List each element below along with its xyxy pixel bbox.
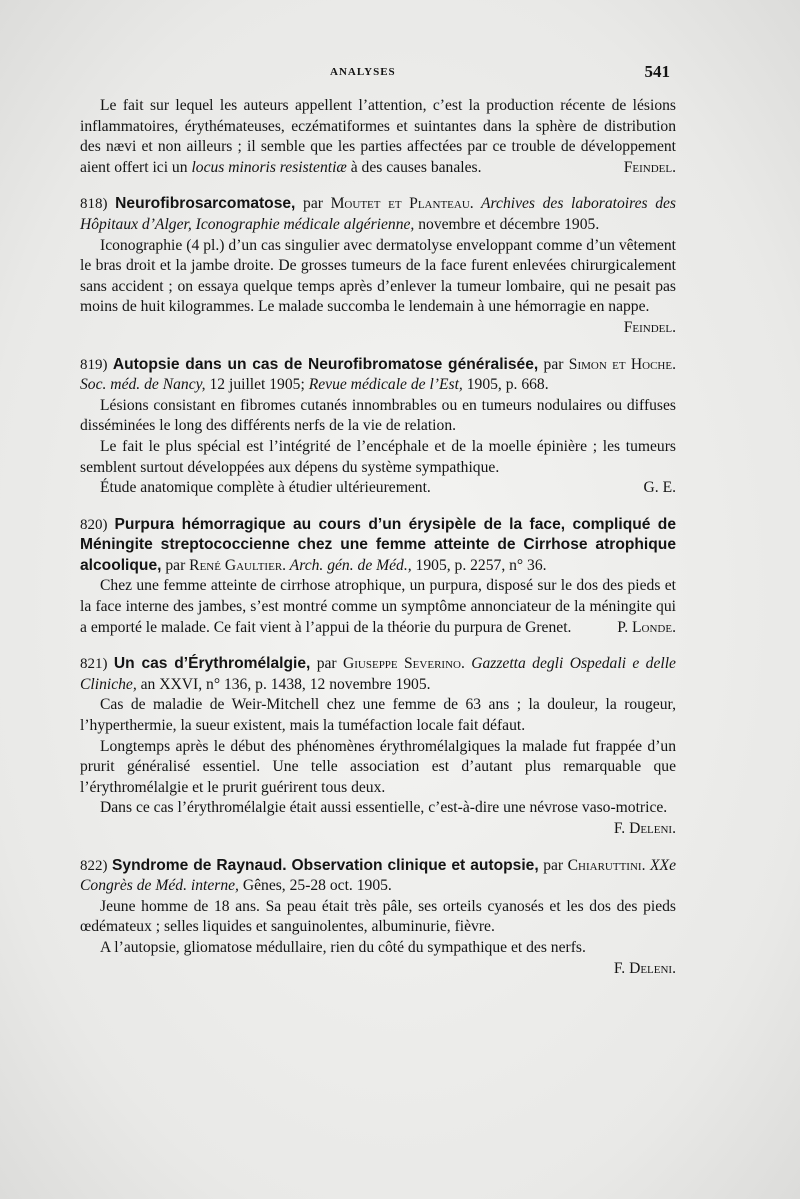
signature: Feindel. — [623, 158, 676, 176]
article-journal: Archives des laboratoires des Hôpitaux d’Alger, Iconographie médicale algérienne, — [80, 195, 676, 233]
article-number: 822) — [80, 857, 108, 874]
article-authors: René Gaultier. — [189, 556, 287, 574]
article-title: Syndrome de Raynaud. Observation clinique et autopsie, — [112, 856, 539, 874]
running-title: ANALYSES — [330, 66, 396, 78]
article-paragraph: Dans ce cas l’érythromélalgie était aussi essentielle, c’est-à-dire une névrose vaso-motrice. F. Deleni. — [80, 798, 676, 839]
signature: F. Deleni. — [613, 959, 676, 977]
article-authors: Chiaruttini. — [567, 856, 646, 874]
article-title: Un cas d’Érythromélalgie, — [113, 655, 311, 673]
article-paragraph: Chez une femme atteinte de cirrhose atrophique, un purpura, disposé sur le dos des pieds et la face interne des jambes, s’est montré comme un symptôme annonciateur de la méningite qui a emporté le malade. Ce fait vient à l’appui de la théorie du purpura de Grenet. P. Londe. — [80, 576, 676, 638]
article-820 — [80, 515, 676, 639]
article-journal: XXe Congrès de Méd. interne, — [80, 856, 676, 895]
signature-line — [80, 959, 676, 980]
article-journal: Arch. gén. de Méd., — [286, 556, 412, 574]
article-number: 821) — [80, 656, 108, 673]
article-authors: Giuseppe Severino. — [342, 655, 465, 673]
article-journal: Soc. méd. de Nancy, — [80, 376, 206, 394]
article-authors: Simon et Hoche. — [568, 355, 676, 373]
page-header — [0, 62, 800, 86]
page-content — [80, 96, 676, 979]
article-title: Neurofibrosarcomatose, — [115, 195, 296, 213]
article-journal-2: Revue médicale de l’Est, — [304, 376, 463, 394]
article-paragraph: Lésions consistant en fibromes cutanés innombrables ou en tumeurs nodulaires ou diffuses disséminées le long des différents nerfs de la vie de relation. — [80, 396, 676, 435]
article-number: 820) — [80, 516, 108, 533]
article-heading: 822) Syndrome de Raynaud. Observation clinique et autopsie, par Chiaruttini. XXe Congrès de Méd. interne, Gênes, 25-28 oct. 1905. — [80, 856, 676, 895]
article-818 — [80, 194, 676, 338]
signature: G. E. — [643, 479, 676, 497]
article-heading: 819) Autopsie dans un cas de Neurofibromatose généralisée, par Simon et Hoche. Soc. méd. de Nancy, 12 juillet 1905; Revue médicale de l’Est, 1905, p. 668. — [80, 355, 676, 394]
signature: F. Deleni. — [613, 820, 676, 837]
article-paragraph: Cas de maladie de Weir-Mitchell chez une femme de 63 ans ; la douleur, la rougeur, l’hyperthermie, la sueur existent, mais la tuméfaction locale fait défaut. — [80, 696, 676, 735]
article-heading: 818) Neurofibrosarcomatose, par Moutet et Planteau. Archives des laboratoires des Hôpitaux d’Alger, Iconographie médicale algérienne, novembre et décembre 1905. — [80, 195, 676, 233]
article-number: 818) — [80, 196, 108, 213]
article-heading: 821) Un cas d’Érythromélalgie, par Giuseppe Severino. Gazzetta degli Ospedali e delle Cliniche, an XXVI, n° 136, p. 1438, 12 novembre 1905. — [80, 655, 676, 693]
article-paragraph: Iconographie (4 pl.) d’un cas singulier avec dermatolyse enveloppant comme d’un vêtement le bras droit et la jambe droite. De grosses tumeurs de la face furent enlevées chirurgicalement sans accident ; on essaya quelque temps après d’enlever la tumeur lombaire, qui ne pesait pas moins de huit kilogrammes. Le malade succomba le lendemain à une hémorragie en nappe. Feindel. — [80, 236, 676, 339]
article-title: Autopsie dans un cas de Neurofibromatose généralisée, — [112, 355, 539, 373]
article-paragraph: Longtemps après le début des phénomènes érythromélalgiques la malade fut frappée d’un prurit généralisé essentiel. Une telle association est d’autant plus remarquable que l’érythromélalgie et le prurit guérirent tous deux. — [80, 737, 676, 796]
article-title: Purpura hémorragique au cours d’un érysipèle de la face, compliqué de Méningite streptococcienne chez une femme atteinte de Cirrhose atrophique alcoolique, — [80, 515, 676, 574]
article-heading: 820) Purpura hémorragique au cours d’un érysipèle de la face, compliqué de Méningite streptococcienne chez une femme atteinte de Cirrhose atrophique alcoolique, par René Gaultier. Arch. gén. de Méd., 1905, p. 2257, n° 36. — [80, 515, 676, 574]
article-822 — [80, 856, 676, 980]
article-journal: Gazzetta degli Ospedali e delle Cliniche, — [80, 655, 676, 693]
article-paragraph: A l’autopsie, gliomatose médullaire, rien du côté du sympathique et des nerfs. — [100, 938, 586, 956]
article-819 — [80, 355, 676, 499]
article-paragraph: Jeune homme de 18 ans. Sa peau était très pâle, ses orteils cyanosés et les dos des pieds œdémateux ; selles liquides et sanguinolentes, albuminurie, fièvre. — [80, 897, 676, 936]
intro-paragraph: Le fait sur lequel les auteurs appellent l’attention, c’est la production récente de lésions inflammatoires, érythémateuses, eczématiformes et suintantes dans la sphère de distribution des nævi et non ailleurs ; il semble que les parties affectées par ce trouble de développement aient offert ici un locus minoris resistentiæ à des causes banales. Feindel. — [80, 96, 676, 178]
article-authors: Moutet et Planteau. — [330, 195, 474, 213]
page-number: 541 — [644, 62, 670, 81]
intro-italic: locus minoris resistentiæ — [191, 158, 347, 176]
signature: P. Londe. — [617, 618, 676, 636]
article-821 — [80, 654, 676, 839]
article-paragraph: Le fait le plus spécial est l’intégrité de l’encéphale et de la moelle épinière ; les tumeurs semblent surtout développées aux dépens du système sympathique. — [80, 437, 676, 476]
signature: Feindel. — [623, 318, 676, 336]
article-number: 819) — [80, 356, 108, 373]
article-paragraph: Étude anatomique complète à étudier ultérieurement. G. E. — [80, 478, 676, 499]
